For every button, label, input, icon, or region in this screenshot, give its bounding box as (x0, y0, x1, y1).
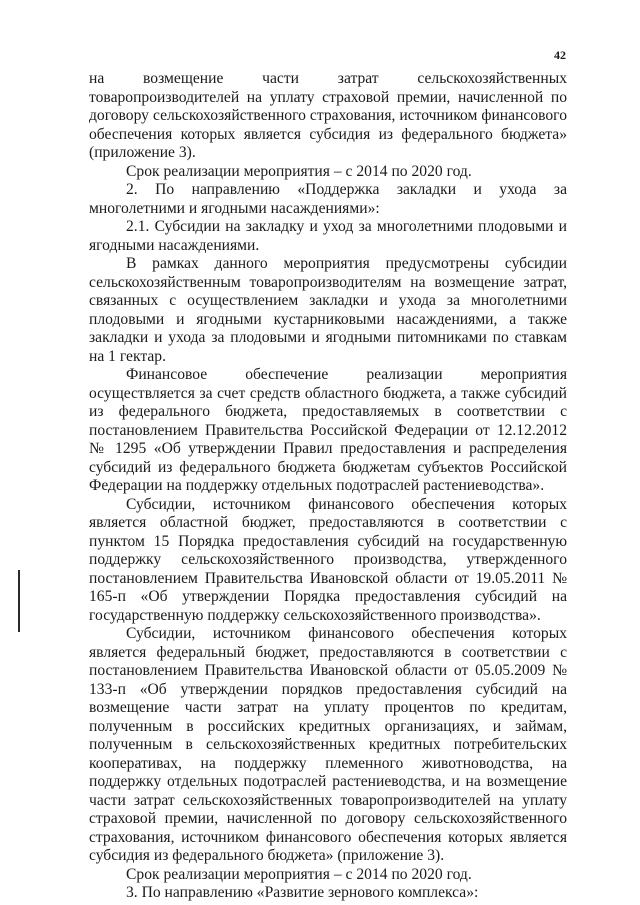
paragraph-1: на возмещение части затрат сельскохозяйственных товаропроизводителей на уплату страховой премии, начисленной по договору сельскохозяйственного страхования, источником финансового обеспечения которых является субсидия из федерального бюджета» (приложение 3). (89, 70, 567, 161)
paragraph-4: 2.1. Субсидии на закладку и уход за многолетними плодовыми и ягодными насаждениями. (89, 218, 567, 254)
paragraph-10: 3. По направлению «Развитие зернового комплекса»: (126, 884, 479, 901)
paragraph-9: Срок реализации мероприятия – с 2014 по 2020 год. (126, 865, 472, 883)
scan-margin-mark (18, 570, 20, 632)
paragraph-5: В рамках данного мероприятия предусмотрены субсидии сельскохозяйственным товаропроизводителям на возмещение затрат, связанных с осуществлением закладки и ухода за многолетними плодовыми и ягодными кустарниковыми насаждениями, а также закладки и ухода за плодовыми и ягодными питомниками по ставкам на 1 гектар. (89, 255, 567, 365)
paragraph-7: Субсидии, источником финансового обеспечения которых является областной бюджет, предоставляются в соответствии с пунктом 15 Порядка предоставления субсидий на государственную поддержку сельскохозяйственного производства, утвержденного постановлением Правительства Ивановской области от 19.05.2011 № 165-п «Об утверждении Порядка предоставления субсидий на государственную поддержку сельскохозяйственного производства». (89, 495, 567, 624)
paragraph-2: Срок реализации мероприятия – с 2014 по 2020 год. (126, 162, 472, 180)
document-body (89, 70, 567, 903)
paragraph-3: 2. По направлению «Поддержка закладки и ухода за многолетними и ягодными насаждениями»: (89, 181, 567, 217)
paragraph-8: Субсидии, источником финансового обеспечения которых является федеральный бюджет, предоставляются в соответствии с постановлением Правительства Ивановской области от 05.05.2009 № 133-п «Об утверждении порядков предоставления субсидий на возмещение части затрат на уплату процентов по кредитам, полученным в российских кредитных организациях, и займам, полученным в сельскохозяйственных кредитных потребительских кооперативах, на поддержку племенного животноводства, на поддержку отдельных подотраслей растениеводства, и на возмещение части затрат сельскохозяйственных товаропроизводителей на уплату страховой премии, начисленной по договору сельскохозяйственного страхования, источником финансового обеспечения которых является субсидия из федерального бюджета» (приложение 3). (89, 625, 567, 864)
paragraph-6: Финансовое обеспечение реализации мероприятия осуществляется за счет средств областного бюджета, а также субсидий из федерального бюджета, предоставляемых в соответствии с постановлением Правительства Российской Федерации от 12.12.2012 № 1295 «Об утверждении Правил предоставления и распределения субсидий из федерального бюджета бюджетам субъектов Российской Федерации на поддержку отдельных подотраслей растениеводства». (89, 366, 567, 494)
page-number: 42 (554, 48, 566, 62)
